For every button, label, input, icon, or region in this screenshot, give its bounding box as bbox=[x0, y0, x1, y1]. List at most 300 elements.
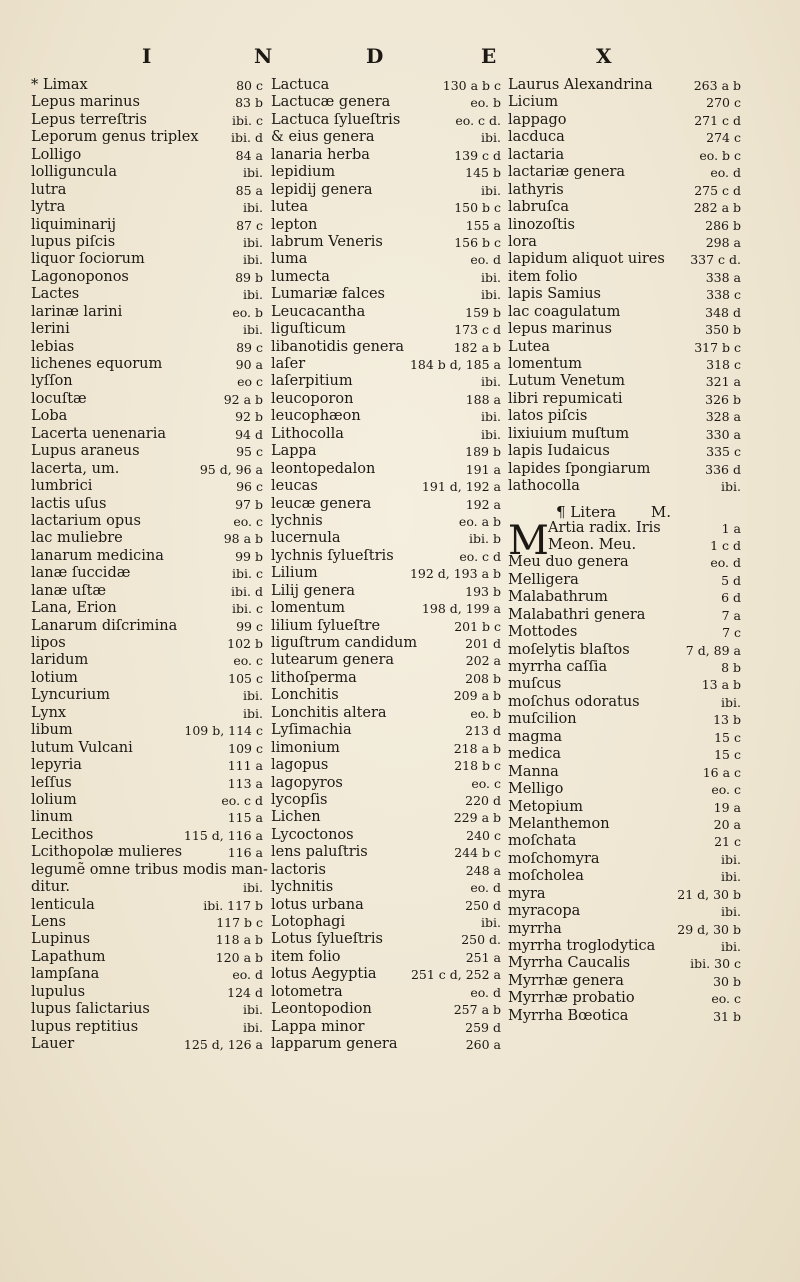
entry-term: lumecta bbox=[271, 268, 330, 285]
entry-term: lagopus bbox=[271, 757, 329, 774]
index-entry bbox=[271, 77, 501, 94]
entry-reference: ibi. bbox=[243, 234, 263, 250]
entry-reference: 318 c bbox=[706, 357, 741, 372]
entry-reference: 13 a b bbox=[701, 677, 741, 693]
index-entry bbox=[31, 530, 263, 547]
entry-term: lychnitis bbox=[271, 879, 334, 896]
index-entry bbox=[271, 217, 501, 234]
entry-reference: 330 a bbox=[705, 426, 741, 442]
index-entry bbox=[508, 711, 741, 728]
entry-term: Lynx bbox=[31, 704, 67, 721]
section-letter: M. bbox=[650, 502, 671, 521]
index-entry bbox=[31, 112, 263, 129]
entry-term: Melligo bbox=[508, 781, 564, 798]
index-entry bbox=[271, 949, 501, 966]
entry-reference: 124 d bbox=[227, 984, 263, 1000]
entry-term: Lyſimachia bbox=[271, 722, 352, 739]
index-entry bbox=[271, 1036, 501, 1053]
index-entry bbox=[271, 618, 501, 635]
entry-reference: 85 a bbox=[235, 182, 263, 198]
index-entry bbox=[271, 635, 501, 652]
entry-reference: ibi. bbox=[481, 374, 501, 390]
entry-term: labruſca bbox=[508, 199, 569, 216]
entry-reference: 120 a b bbox=[215, 949, 263, 965]
entry-reference: 98 a b bbox=[223, 531, 263, 547]
entry-term: lacerta, um. bbox=[31, 460, 120, 477]
index-entry bbox=[508, 182, 741, 199]
index-entry bbox=[508, 659, 741, 676]
index-entry bbox=[31, 705, 263, 722]
entry-term: lapis Samius bbox=[508, 286, 601, 303]
entry-reference: 189 b bbox=[465, 444, 501, 460]
entry-reference: ibi. bbox=[481, 426, 501, 442]
header-letter: N bbox=[254, 44, 274, 68]
index-entry bbox=[508, 833, 741, 850]
entry-reference: 83 b bbox=[235, 95, 263, 111]
index-entry bbox=[271, 931, 501, 948]
index-entry bbox=[508, 554, 741, 571]
entry-reference: eo. d bbox=[470, 880, 501, 896]
entry-term: muſcus bbox=[508, 676, 562, 693]
index-entry bbox=[31, 565, 263, 582]
entry-reference: 5 d bbox=[721, 572, 741, 588]
entry-term: Lcithopolæ mulieres bbox=[31, 844, 183, 861]
index-entry bbox=[271, 583, 501, 600]
index-entry bbox=[508, 164, 741, 181]
entry-reference: 198 d, 199 a bbox=[421, 601, 501, 617]
index-entry bbox=[31, 77, 263, 94]
entry-reference: 97 b bbox=[235, 496, 263, 512]
entry-reference: 220 d bbox=[465, 792, 501, 808]
index-entry bbox=[31, 304, 263, 321]
index-entry bbox=[271, 373, 501, 390]
index-entry bbox=[508, 624, 741, 641]
entry-term: lampſana bbox=[31, 966, 100, 983]
index-entry bbox=[271, 600, 501, 617]
entry-term: Lepus terreſtris bbox=[31, 111, 147, 128]
entry-reference: ibi. bbox=[243, 688, 263, 704]
entry-reference: 191 d, 192 a bbox=[421, 479, 501, 495]
entry-term: lilium ſylueſtre bbox=[271, 617, 381, 634]
entry-term: myracopa bbox=[508, 903, 581, 920]
index-entry bbox=[271, 269, 501, 286]
index-column-1 bbox=[31, 77, 268, 1054]
entry-term: Mottodes bbox=[508, 624, 578, 641]
entry-term: Lauer bbox=[31, 1036, 75, 1053]
entry-term: Malabathri genera bbox=[508, 606, 646, 623]
entry-term: Lycoctonos bbox=[271, 826, 354, 843]
index-entry bbox=[508, 1008, 741, 1025]
index-entry bbox=[31, 321, 263, 338]
entry-reference: 275 c d bbox=[694, 182, 741, 198]
index-entry bbox=[31, 461, 263, 478]
entry-term: lupus reptitius bbox=[31, 1018, 139, 1035]
index-entry bbox=[31, 740, 263, 757]
header-letter: E bbox=[481, 44, 498, 68]
entry-reference: ibi. 30 c bbox=[690, 956, 741, 972]
entry-term: luma bbox=[271, 251, 308, 268]
entry-term: Lappa minor bbox=[271, 1018, 365, 1035]
entry-reference: 156 b c bbox=[454, 234, 501, 250]
index-entry bbox=[508, 520, 741, 537]
entry-term: lathocolla bbox=[508, 478, 580, 495]
entry-term: lotus Aegyptia bbox=[271, 966, 377, 983]
index-entry bbox=[271, 443, 501, 460]
section-title: ¶ Litera bbox=[556, 502, 617, 521]
entry-term: myra bbox=[508, 885, 546, 902]
entry-term: Lotus ſylueſtris bbox=[271, 931, 383, 948]
entry-term: Lolligo bbox=[31, 146, 82, 163]
entry-term: Lichen bbox=[271, 809, 321, 826]
entry-term: lactaria bbox=[508, 146, 565, 163]
entry-reference: 337 c d. bbox=[690, 252, 741, 268]
index-entry bbox=[508, 217, 741, 234]
index-entry bbox=[31, 496, 263, 513]
entry-term: Malabathrum bbox=[508, 589, 608, 606]
index-entry bbox=[508, 746, 741, 763]
index-entry bbox=[508, 973, 741, 990]
index-entry bbox=[508, 147, 741, 164]
index-entry bbox=[508, 478, 741, 495]
index-entry bbox=[508, 903, 741, 920]
entry-reference: 191 a bbox=[465, 461, 501, 477]
entry-reference: 213 d bbox=[465, 723, 501, 739]
entry-reference: 15 c bbox=[714, 747, 741, 763]
entry-reference: ibi. bbox=[243, 287, 263, 303]
index-entry bbox=[31, 391, 263, 408]
index-entry bbox=[31, 1001, 263, 1018]
entry-reference: 248 a bbox=[465, 862, 501, 878]
entry-reference: 95 d, 96 a bbox=[199, 461, 263, 477]
entry-reference: 6 d bbox=[721, 590, 741, 606]
entry-reference: 338 c bbox=[706, 287, 741, 303]
entry-term: lepton bbox=[271, 216, 318, 233]
running-header bbox=[0, 44, 800, 74]
entry-reference: ibi. bbox=[721, 904, 741, 920]
entry-reference: 321 a bbox=[705, 374, 741, 390]
index-entry bbox=[31, 234, 263, 251]
index-entry bbox=[508, 851, 741, 868]
entry-term: lolium bbox=[31, 791, 77, 808]
entry-term: lupus ſalictarius bbox=[31, 1001, 150, 1018]
index-entry bbox=[508, 799, 741, 816]
entry-reference: 7 c bbox=[722, 625, 741, 641]
entry-reference: eo. d bbox=[232, 967, 263, 983]
entry-reference: 7 d, 89 a bbox=[685, 642, 741, 658]
entry-reference: ibi. bbox=[243, 705, 263, 721]
entry-reference: 209 a b bbox=[453, 688, 501, 704]
entry-term: laridum bbox=[31, 652, 89, 669]
entry-reference: 99 b bbox=[235, 548, 263, 564]
entry-reference: 21 d, 30 b bbox=[677, 886, 741, 902]
entry-term: Lactes bbox=[31, 286, 80, 303]
entry-term: Myrrhæ genera bbox=[508, 972, 624, 989]
entry-term: moſchomyra bbox=[508, 850, 600, 867]
entry-reference: 95 c bbox=[236, 444, 263, 460]
entry-term: Lumariæ falces bbox=[271, 286, 385, 303]
index-entry bbox=[508, 589, 741, 606]
entry-term: Lutum Venetum bbox=[508, 373, 626, 390]
entry-reference: 31 b bbox=[713, 1008, 741, 1024]
entry-reference: 145 b bbox=[465, 165, 501, 181]
entry-term: Lonchitis bbox=[271, 687, 339, 704]
entry-term: lutum Vulcani bbox=[31, 739, 133, 756]
entry-reference: eo. c d. bbox=[455, 112, 501, 128]
entry-term: lixiuium muſtum bbox=[508, 425, 630, 442]
entry-term: lactoris bbox=[271, 861, 326, 878]
entry-term: lanæ ſuccidæ bbox=[31, 565, 131, 582]
index-entry bbox=[31, 94, 263, 111]
index-entry bbox=[271, 722, 501, 739]
entry-term: lagopyros bbox=[271, 774, 343, 791]
index-entry bbox=[271, 844, 501, 861]
entry-reference: eo c bbox=[237, 374, 263, 390]
index-entry bbox=[271, 862, 501, 879]
entry-term: * Limax bbox=[31, 77, 88, 93]
entry-term: Lotophagi bbox=[271, 914, 346, 930]
index-entry bbox=[31, 129, 263, 146]
entry-term: lac muliebre bbox=[31, 530, 123, 547]
index-entry bbox=[271, 129, 501, 146]
index-entry bbox=[271, 478, 501, 495]
entry-term: lotus urbana bbox=[271, 896, 364, 913]
entry-term: lapparum genera bbox=[271, 1036, 398, 1053]
index-entry bbox=[508, 77, 741, 94]
entry-term: lotium bbox=[31, 669, 78, 686]
index-entry bbox=[31, 356, 263, 373]
index-entry bbox=[271, 966, 501, 983]
index-entry bbox=[508, 339, 741, 356]
entry-reference: eo. d bbox=[470, 984, 501, 1000]
entry-reference: ibi. c bbox=[232, 601, 263, 617]
entry-term: Myrrhæ probatio bbox=[508, 990, 635, 1007]
entry-term: moſcholea bbox=[508, 868, 584, 885]
entry-term: legumẽ omne tribus modis man- bbox=[31, 861, 268, 878]
index-column-2 bbox=[271, 77, 501, 1054]
index-entry bbox=[271, 182, 501, 199]
index-entry bbox=[508, 426, 741, 443]
entry-term: lapis Iudaicus bbox=[508, 443, 610, 460]
entry-term: Melanthemon bbox=[508, 815, 610, 832]
entry-term: Laurus Alexandrina bbox=[508, 77, 653, 93]
entry-term: Leporum genus triplex bbox=[31, 129, 199, 146]
index-entry bbox=[508, 607, 741, 624]
entry-term: myrrha troglodytica bbox=[508, 938, 656, 954]
index-entry bbox=[508, 990, 741, 1007]
entry-reference: 84 a bbox=[235, 147, 263, 163]
index-entry bbox=[508, 373, 741, 390]
index-entry bbox=[271, 897, 501, 914]
entry-reference: 125 d, 126 a bbox=[183, 1037, 263, 1053]
entry-term: lycopſis bbox=[271, 791, 328, 808]
entry-term: Lappa bbox=[271, 443, 317, 460]
index-entry bbox=[508, 781, 741, 798]
index-entry bbox=[508, 537, 741, 554]
index-entry bbox=[31, 618, 263, 635]
entry-reference: 1 a bbox=[721, 520, 741, 536]
entry-term: magma bbox=[508, 728, 563, 745]
index-entry bbox=[31, 1036, 263, 1053]
entry-term: lupulus bbox=[31, 983, 86, 1000]
entry-term: leſſus bbox=[31, 774, 72, 791]
entry-reference: 193 b bbox=[465, 583, 501, 599]
entry-reference: 155 a bbox=[465, 217, 501, 233]
entry-reference: 348 d bbox=[705, 304, 741, 320]
entry-term: linozoſtis bbox=[508, 216, 575, 233]
index-entry bbox=[271, 1019, 501, 1036]
entry-reference: 96 c bbox=[236, 479, 263, 495]
index-entry bbox=[31, 792, 263, 809]
entry-term: lomentum bbox=[271, 600, 345, 617]
entry-term: leucas bbox=[271, 478, 318, 495]
entry-reference: 317 b c bbox=[694, 339, 741, 355]
entry-reference: 260 a bbox=[465, 1037, 501, 1053]
entry-reference: 173 c d bbox=[454, 322, 501, 338]
index-entry bbox=[271, 408, 501, 425]
entry-reference: ibi. d bbox=[231, 130, 263, 146]
entry-reference: eo. b bbox=[470, 705, 501, 721]
entry-reference: eo. c bbox=[233, 513, 263, 529]
index-entry bbox=[31, 914, 263, 931]
entry-term: libri repumicati bbox=[508, 390, 623, 407]
entry-reference: ibi. b bbox=[469, 531, 501, 547]
entry-reference: 335 c bbox=[706, 444, 741, 460]
entry-term: lipos bbox=[31, 635, 66, 651]
entry-term: lappago bbox=[508, 111, 567, 128]
entry-reference: 150 b c bbox=[454, 200, 501, 216]
entry-term: Lithocolla bbox=[271, 425, 344, 442]
index-entry bbox=[508, 886, 741, 903]
index-entry bbox=[31, 373, 263, 390]
section-heading-m bbox=[508, 496, 741, 520]
entry-term: limonium bbox=[271, 739, 340, 756]
entry-term: leontopedalon bbox=[271, 460, 376, 477]
index-entry bbox=[271, 827, 501, 844]
entry-reference: ibi. bbox=[481, 130, 501, 146]
index-entry bbox=[31, 478, 263, 495]
index-entry bbox=[271, 652, 501, 669]
index-entry bbox=[271, 112, 501, 129]
entry-term: lithoſperma bbox=[271, 669, 357, 686]
entry-term: laſer bbox=[271, 356, 306, 372]
entry-term: lutra bbox=[31, 181, 67, 198]
entry-term: liquiminarij bbox=[31, 216, 116, 233]
entry-term: lapides ſpongiarum bbox=[508, 460, 651, 477]
entry-term: lenticula bbox=[31, 896, 95, 913]
entry-term: lanæ uſtæ bbox=[31, 582, 107, 599]
index-entry bbox=[31, 844, 263, 861]
entry-term: myrrha bbox=[508, 920, 562, 937]
entry-reference: ibi. bbox=[721, 694, 741, 710]
entry-reference: 250 d bbox=[465, 897, 501, 913]
index-entry bbox=[271, 879, 501, 896]
entry-reference: 159 b bbox=[465, 304, 501, 320]
entry-reference: 102 b bbox=[227, 636, 263, 651]
entry-term: lichenes equorum bbox=[31, 356, 163, 372]
entry-reference: eo. b c bbox=[699, 147, 741, 163]
entry-term: lactariæ genera bbox=[508, 164, 626, 181]
index-entry bbox=[31, 984, 263, 1001]
entry-reference: ibi. bbox=[243, 1002, 263, 1018]
index-entry bbox=[508, 391, 741, 408]
entry-reference: 87 c bbox=[236, 217, 263, 233]
entry-term: locuſtæ bbox=[31, 390, 87, 407]
entry-term: Lepus marinus bbox=[31, 94, 140, 111]
entry-term: Lactuca ſylueſtris bbox=[271, 111, 401, 128]
entry-reference: ibi. d bbox=[231, 583, 263, 599]
entry-term: Lyncurium bbox=[31, 687, 111, 704]
entry-term: leucæ genera bbox=[271, 495, 372, 512]
index-entry bbox=[31, 861, 268, 879]
index-entry bbox=[31, 339, 263, 356]
entry-reference: 218 a b bbox=[453, 740, 501, 756]
index-entry bbox=[271, 164, 501, 181]
entry-term: linum bbox=[31, 809, 73, 826]
index-entry bbox=[31, 548, 263, 565]
entry-reference: 21 c bbox=[714, 834, 741, 850]
entry-term: liguſtrum candidum bbox=[271, 635, 418, 651]
entry-reference: 251 a bbox=[465, 949, 501, 965]
entry-reference: 15 c bbox=[714, 729, 741, 745]
entry-term: Myrrha Caucalis bbox=[508, 955, 631, 972]
entry-term: Lacerta uenenaria bbox=[31, 425, 167, 442]
entry-reference: 298 a bbox=[705, 234, 741, 250]
entry-reference: 115 a bbox=[227, 810, 263, 826]
entry-reference: 1 c d bbox=[710, 537, 741, 553]
entry-reference: eo. d bbox=[470, 252, 501, 268]
entry-term: lupus piſcis bbox=[31, 233, 116, 250]
index-entry bbox=[271, 670, 501, 687]
index-entry bbox=[271, 548, 501, 565]
entry-reference: 184 b d, 185 a bbox=[409, 357, 501, 372]
index-entry bbox=[31, 426, 263, 443]
entry-reference: 13 b bbox=[713, 712, 741, 728]
index-entry bbox=[31, 949, 263, 966]
index-entry bbox=[271, 792, 501, 809]
entry-reference: ibi. bbox=[721, 939, 741, 954]
entry-reference: 271 c d bbox=[694, 112, 741, 128]
index-entry bbox=[31, 827, 263, 844]
entry-term: lacduca bbox=[508, 129, 565, 146]
entry-term: lucernula bbox=[271, 530, 341, 547]
entry-reference: 89 b bbox=[235, 269, 263, 285]
entry-term: lanarum medicina bbox=[31, 547, 164, 564]
entry-reference: 259 d bbox=[465, 1019, 501, 1035]
entry-term: Manna bbox=[508, 763, 559, 780]
entry-term: moſchata bbox=[508, 833, 577, 850]
entry-reference: 188 a bbox=[465, 391, 501, 407]
entry-reference: 115 d, 116 a bbox=[183, 827, 263, 843]
entry-term: lotometra bbox=[271, 983, 343, 1000]
entry-reference: 202 a bbox=[465, 653, 501, 669]
entry-term: Lens bbox=[31, 914, 66, 930]
index-entry bbox=[508, 356, 741, 373]
entry-reference: ibi. bbox=[481, 287, 501, 303]
entry-reference: 90 a bbox=[235, 357, 263, 372]
entry-term: libum bbox=[31, 722, 73, 739]
entry-reference: eo. c bbox=[471, 775, 501, 791]
entry-term: Meu duo genera bbox=[508, 554, 629, 571]
entry-reference: 117 b c bbox=[216, 915, 263, 930]
index-entry bbox=[271, 496, 501, 513]
index-entry bbox=[508, 251, 741, 268]
index-entry bbox=[508, 199, 741, 216]
entry-term: lytra bbox=[31, 199, 66, 216]
entry-reference: 270 c bbox=[706, 95, 741, 111]
entry-reference: 8 b bbox=[721, 660, 741, 675]
index-entry bbox=[271, 705, 501, 722]
entry-term: laſerpitium bbox=[271, 373, 353, 390]
